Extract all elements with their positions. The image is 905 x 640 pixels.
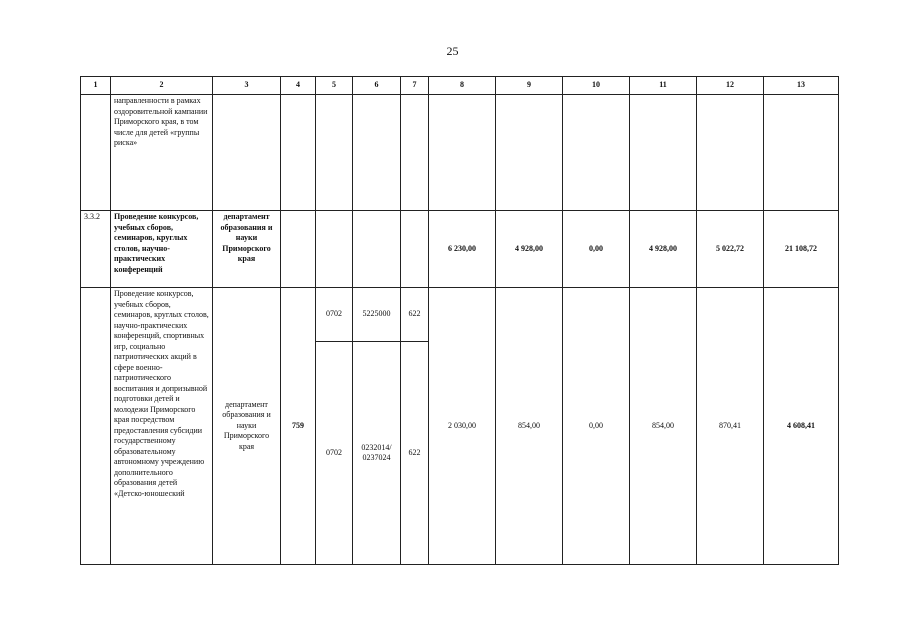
header-cell: 10 (563, 77, 630, 95)
cell-empty (81, 95, 111, 211)
header-cell: 8 (429, 77, 496, 95)
cell-col12: 870,41 (697, 288, 764, 565)
cell-csr: 0232014/ 0237024 (353, 342, 401, 565)
header-cell: 3 (213, 77, 281, 95)
header-cell: 4 (281, 77, 316, 95)
header-cell: 9 (496, 77, 563, 95)
table-row-sub (81, 288, 839, 342)
header-cell: 1 (81, 77, 111, 95)
cell-col10: 0,00 (563, 211, 630, 288)
cell-col11: 854,00 (630, 288, 697, 565)
cell-csr: 5225000 (353, 288, 401, 342)
cell-rz: 0702 (316, 342, 353, 565)
cell-col12: 5 022,72 (697, 211, 764, 288)
cell-empty (316, 95, 353, 211)
cell-empty (353, 211, 401, 288)
header-cell: 2 (111, 77, 213, 95)
cell-empty (353, 95, 401, 211)
cell-col13: 21 108,72 (764, 211, 839, 288)
cell-item-number: 3.3.2 (81, 211, 111, 288)
cell-executor: департамент образования и науки Приморского края (213, 288, 281, 565)
cell-col8: 2 030,00 (429, 288, 496, 565)
cell-empty (697, 95, 764, 211)
cell-grbs: 759 (281, 288, 316, 565)
cell-name: Проведение конкурсов, учебных сборов, семинаров, круглых столов, научно-практических конференций (111, 211, 213, 288)
header-cell: 13 (764, 77, 839, 95)
cell-empty (281, 211, 316, 288)
cell-name: направленности в рамках оздоровительной кампании Приморского края, в том числе для детей «группы риска» (111, 95, 213, 211)
cell-empty (563, 95, 630, 211)
header-cell: 6 (353, 77, 401, 95)
header-cell: 5 (316, 77, 353, 95)
budget-table (80, 76, 839, 565)
cell-col9: 4 928,00 (496, 211, 563, 288)
cell-col10: 0,00 (563, 288, 630, 565)
cell-executor: департамент образования и науки Приморского края (213, 211, 281, 288)
cell-col11: 4 928,00 (630, 211, 697, 288)
page-number: 25 (446, 44, 459, 58)
header-cell: 12 (697, 77, 764, 95)
cell-col13: 4 608,41 (764, 288, 839, 565)
cell-empty (213, 95, 281, 211)
cell-col9: 854,00 (496, 288, 563, 565)
cell-empty (401, 211, 429, 288)
cell-col8: 6 230,00 (429, 211, 496, 288)
cell-vr: 622 (401, 288, 429, 342)
cell-empty (401, 95, 429, 211)
cell-rz: 0702 (316, 288, 353, 342)
header-cell: 11 (630, 77, 697, 95)
cell-empty (630, 95, 697, 211)
cell-empty (316, 211, 353, 288)
table-row-3-3-2 (81, 211, 839, 288)
cell-empty (81, 288, 111, 565)
cell-empty (496, 95, 563, 211)
cell-empty (429, 95, 496, 211)
header-cell: 7 (401, 77, 429, 95)
cell-vr: 622 (401, 342, 429, 565)
table-row-continued (81, 95, 839, 211)
cell-empty (281, 95, 316, 211)
cell-empty (764, 95, 839, 211)
header-row (81, 77, 839, 95)
cell-name: Проведение конкурсов, учебных сборов, семинаров, круглых столов, научно-практических конференций, спортивных игр, социально патриотических акций в сфере военно-патриотического воспитания и допризывной подготовки детей и молодежи Приморского края посредством предоставления субсидии государственному образовательному автономному учреждению дополнительного образования детей «Детско-юношеский (111, 288, 213, 565)
